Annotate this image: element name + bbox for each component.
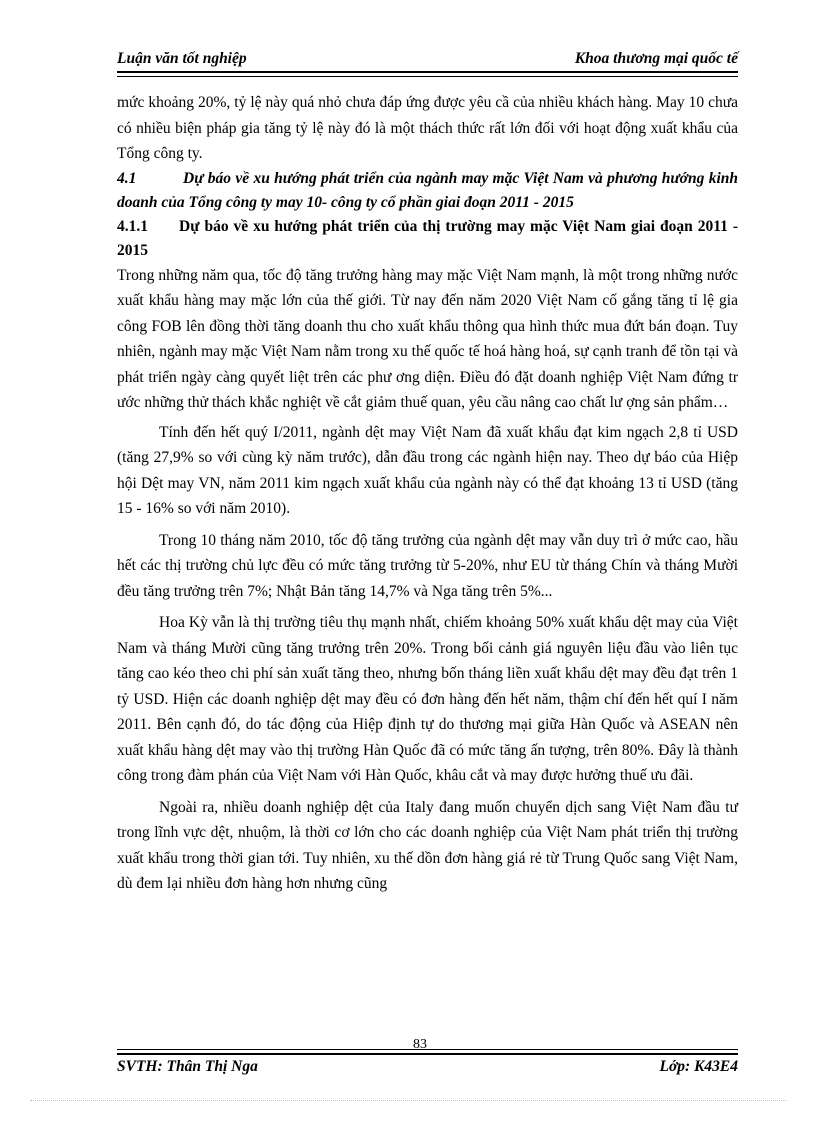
section-number-4-1-1: 4.1.1 xyxy=(117,217,148,235)
page-header xyxy=(117,50,738,72)
header-faculty-label: Khoa thương mại quốc tế xyxy=(574,50,738,67)
page-number: 83 xyxy=(413,1037,427,1052)
footer-class-label: Lớp: K43E4 xyxy=(659,1058,738,1075)
header-rule-thin xyxy=(117,76,738,77)
header-thesis-label: Luận văn tốt nghiệp xyxy=(117,50,247,67)
section-title-4-1-1: Dự báo về xu hướng phát triển của thị trường may mặc Việt Nam giai đoạn 2011 - 2015 xyxy=(117,217,738,259)
paragraph-q1-2011: Tính đến hết quý I/2011, ngành dệt may Việt Nam đã xuất khẩu đạt kim ngạch 2,8 tỉ USD (tăng 27,9% so với cùng kỳ năm trước), dẫn đầu trong các ngành hiện nay. Theo dự báo của Hiệp hội Dệt may VN, năm 2011 kim ngạch xuất khẩu của ngành này có thể đạt khoảng 13 tỉ USD (tăng 15 - 16% so với năm 2010). xyxy=(117,423,738,517)
paragraph-italy: Ngoài ra, nhiều doanh nghiệp dệt của Italy đang muốn chuyển dịch sang Việt Nam đầu tư trong lĩnh vực dệt, nhuộm, là thời cơ lớn cho các doanh nghiệp của Việt Nam phát triển thị trường xuất khẩu trong thời gian tới. Tuy nhiên, xu thế dồn đơn hàng giá rẻ từ Trung Quốc sang Việt Nam, dù đem lại nhiều đơn hàng hơn nhưng cũng xyxy=(117,798,738,892)
paragraph-usa-market: Hoa Kỳ vẫn là thị trường tiêu thụ mạnh nhất, chiếm khoảng 50% xuất khẩu dệt may của Việt Nam và tháng Mười cũng tăng trưởng trên 20%. Trong bối cảnh giá nguyên liệu đầu vào liên tục tăng cao kéo theo chi phí sản xuất tăng theo, nhưng bốn tháng liền xuất khẩu dệt may đều đạt trên 1 tỷ USD. Hiện các doanh nghiệp dệt may đều có đơn hàng đến hết năm, thậm chí đến hết quí I năm 2011. Bên cạnh đó, do tác động của Hiệp định tự do thương mại giữa Hàn Quốc và ASEAN nên xuất khẩu hàng dệt may vào thị trường Hàn Quốc đã có mức tăng ấn tượng, trên 80%. Đây là thành công trong đàm phán của Việt Nam với Hàn Quốc, khâu cắt và may được hưởng thuế ưu đãi. xyxy=(117,614,738,784)
footer-rule-thin xyxy=(117,1049,738,1050)
page-footer xyxy=(117,1058,738,1080)
section-heading-4-1-1 xyxy=(117,215,738,263)
paragraph-intro: mức khoảng 20%, tỷ lệ này quá nhỏ chưa đáp ứng được yêu cầ của nhiều khách hàng. May 10 chưa có nhiều biện pháp gia tăng tỷ lệ này đó là một thách thức rất lớn đối với hoạt động xuất khẩu của Tổng công ty. xyxy=(117,94,738,162)
paragraph-growth: Trong những năm qua, tốc độ tăng trưởng hàng may mặc Việt Nam mạnh, là một trong những nước xuất khẩu hàng may mặc lớn của thế giới. Từ nay đến năm 2020 Việt Nam cố gắng tăng tỉ lệ gia công FOB lên đồng thời tăng doanh thu cho xuất khẩu thông qua hình thức mua đứt bán đoạn. Tuy nhiên, ngành may mặc Việt Nam nằm trong xu thế quốc tế hoá hàng hoá, sự cạnh tranh để tồn tại và phát triển ngày càng quyết liệt trên các phư ơng diện. Điều đó đặt doanh nghiệp Việt Nam đứng tr ước những thử thách khắc nghiệt về cắt giảm thuế quan, yêu cầu nâng cao chất lư ợng sản phẩm… xyxy=(117,266,738,411)
page-body xyxy=(117,90,738,897)
section-title-4-1: Dự báo về xu hướng phát triển của ngành may mặc Việt Nam và phương hướng kinh doanh của Tổng công ty may 10- công ty cổ phần giai đoạn 2011 - 2015 xyxy=(117,169,738,211)
section-number-4-1: 4.1 xyxy=(117,169,137,187)
footer-student-label: SVTH: Thân Thị Nga xyxy=(117,1058,258,1075)
page-edge-dotted-line xyxy=(30,1100,786,1101)
header-rule-thick xyxy=(117,71,738,73)
footer-rule-thick xyxy=(117,1053,738,1055)
section-heading-4-1 xyxy=(117,167,738,215)
paragraph-10-months: Trong 10 tháng năm 2010, tốc độ tăng trưởng của ngành dệt may vẫn duy trì ở mức cao, hầu hết các thị trường chủ lực đều có mức tăng trưởng từ 5-20%, như EU từ tháng Chín và tháng Mười đều tăng trưởng trên 7%; Nhật Bản tăng 14,7% và Nga tăng trên 5%... xyxy=(117,531,738,600)
